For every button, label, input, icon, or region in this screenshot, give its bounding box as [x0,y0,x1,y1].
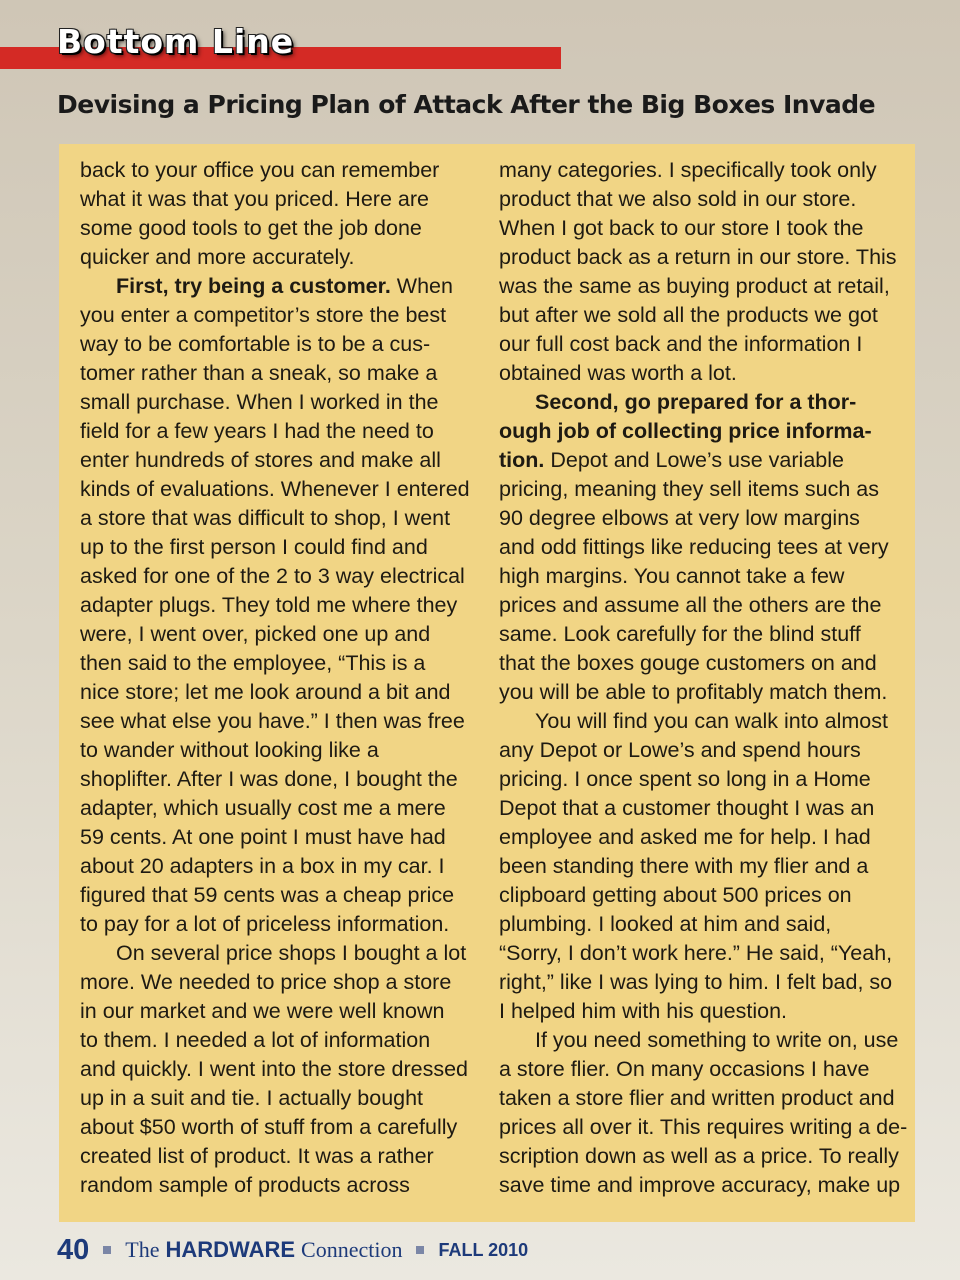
line-text: prices and assume all the others are the [499,593,882,617]
line-text: what it was that you priced. Here are [80,187,429,211]
text-line [80,533,480,562]
text-line [499,707,899,736]
text-line [80,997,480,1026]
text-line [80,678,480,707]
line-text: random sample of products across [80,1173,410,1197]
text-line [499,359,899,388]
line-text: obtained was worth a lot. [499,361,737,385]
line-text: and quickly. I went into the store dressed [80,1057,469,1081]
text-line [499,1171,899,1200]
bold-lead-in: Second, go prepared for a thor- [535,390,857,414]
line-text: scription down as well as a price. To really [499,1144,899,1168]
magazine-name-connection: Connection [301,1237,403,1262]
text-line [80,1026,480,1055]
line-text: figured that 59 cents was a cheap price [80,883,455,907]
magazine-name-hardware: HARDWARE [165,1237,296,1262]
text-line [499,533,899,562]
text-line [80,1055,480,1084]
text-line [499,446,899,475]
line-text: 59 cents. At one point I must have had [80,825,446,849]
section-title: Bottom Line [57,22,295,61]
line-text: clipboard getting about 500 prices on [499,883,852,907]
line-text: in our market and we were well known [80,999,445,1023]
bold-lead-in: First, try being a customer. [116,274,391,298]
line-text: to them. I needed a lot of information [80,1028,431,1052]
text-line [80,243,480,272]
line-text: about 20 adapters in a box in my car. I [80,854,445,878]
line-text: 90 degree elbows at very low margins [499,506,860,530]
line-text: then said to the employee, “This is a [80,651,426,675]
text-line [80,910,480,939]
line-text: enter hundreds of stores and make all [80,448,441,472]
text-line [80,417,480,446]
line-text: our full cost back and the information I [499,332,863,356]
text-line [80,272,480,301]
line-text: was the same as buying product at retail, [499,274,890,298]
text-line [80,649,480,678]
line-text: more. We needed to price shop a store [80,970,452,994]
text-line [499,1026,899,1055]
text-line [499,301,899,330]
article-column-right [499,156,908,1200]
line-text: shoplifter. After I was done, I bought the [80,767,458,791]
bold-lead-in: ough job of collecting price informa- [499,419,872,443]
line-text: many categories. I specifically took only [499,158,877,182]
line-text: Depot that a customer thought I was an [499,796,875,820]
text-line [80,504,480,533]
bold-lead-in: tion. [499,448,545,472]
line-text: kinds of evaluations. Whenever I entered [80,477,470,501]
line-text: way to be comfortable is to be a cus- [80,332,431,356]
text-line [80,1084,480,1113]
text-line [499,620,899,649]
line-text: plumbing. I looked at him and said, [499,912,832,936]
line-text: to wander without looking like a [80,738,379,762]
line-text: product back as a return in our store. This [499,245,897,269]
line-text: to pay for a lot of priceless information. [80,912,450,936]
text-line [499,736,899,765]
line-text: pricing, meaning they sell items such as [499,477,880,501]
text-line [499,649,899,678]
article-headline: Devising a Pricing Plan of Attack After the Big Boxes Invade [57,90,876,119]
line-text: asked for one of the 2 to 3 way electrical [80,564,465,588]
line-text: that the boxes gouge customers on and [499,651,877,675]
line-text: but after we sold all the products we got [499,303,878,327]
page-number: 40 [57,1233,90,1266]
text-line [499,794,899,823]
text-line [80,475,480,504]
line-text: When I got back to our store I took the [499,216,864,240]
line-text: any Depot or Lowe’s and spend hours [499,738,861,762]
footer-separator [103,1246,111,1254]
text-line [80,736,480,765]
text-line [499,852,899,881]
issue-date: FALL 2010 [438,1239,529,1260]
text-line [80,591,480,620]
line-text: about $50 worth of stuff from a carefully [80,1115,458,1139]
line-text: back to your office you can remember [80,158,440,182]
text-line [499,272,899,301]
text-line [80,794,480,823]
line-text: adapter plugs. They told me where they [80,593,458,617]
text-line [80,388,480,417]
text-line [499,156,899,185]
text-line [499,1142,899,1171]
line-text: small purchase. When I worked in the [80,390,439,414]
text-line [499,504,899,533]
text-line [80,823,480,852]
line-text: up in a suit and tie. I actually bought [80,1086,424,1110]
line-text: been standing there with my flier and a [499,854,869,878]
text-line [80,359,480,388]
text-line [80,707,480,736]
line-text: save time and improve accuracy, make up [499,1173,901,1197]
page-footer [57,1232,528,1268]
text-line [80,765,480,794]
text-line [80,156,480,185]
line-text: “Sorry, I don’t work here.” He said, “Yeah, [499,941,893,965]
magazine-name-the: The [125,1237,160,1262]
text-line [80,330,480,359]
text-line [499,968,899,997]
line-text: you will be able to profitably match them. [499,680,888,704]
text-line [499,388,899,417]
line-text: quicker and more accurately. [80,245,355,269]
text-line [80,939,480,968]
text-line [80,881,480,910]
text-line [499,1055,899,1084]
text-line [80,968,480,997]
text-line [80,301,480,330]
line-text: On several price shops I bought a lot [116,941,467,965]
text-line [80,1171,480,1200]
text-line [499,417,899,446]
text-line [80,446,480,475]
text-line [80,852,480,881]
line-text: field for a few years I had the need to [80,419,434,443]
text-line [499,1084,899,1113]
article-column-left [80,156,480,1200]
text-line [80,1142,480,1171]
line-text: were, I went over, picked one up and [80,622,431,646]
line-text: a store flier. On many occasions I have [499,1057,870,1081]
line-text: same. Look carefully for the blind stuff [499,622,861,646]
line-text: You will find you can walk into almost [535,709,888,733]
text-line [499,678,899,707]
line-text: product that we also sold in our store. [499,187,857,211]
line-text: you enter a competitor’s store the best [80,303,447,327]
line-text: and odd fittings like reducing tees at very [499,535,889,559]
text-line [499,765,899,794]
text-line [499,823,899,852]
line-text: nice store; let me look around a bit and [80,680,451,704]
text-line [499,475,899,504]
text-line [499,939,899,968]
text-line [499,185,899,214]
text-line [80,1113,480,1142]
line-text: prices all over it. This requires writing a de- [499,1115,908,1139]
line-text: Depot and Lowe’s use variable [544,448,844,472]
line-text: right,” like I was lying to him. I felt bad, so [499,970,893,994]
text-line [80,620,480,649]
line-text: When [390,274,453,298]
text-line [499,1113,908,1142]
footer-separator [416,1246,424,1254]
text-line [499,910,899,939]
line-text: see what else you have.” I then was free [80,709,465,733]
line-text: some good tools to get the job done [80,216,422,240]
text-line [499,243,899,272]
text-line [499,997,899,1026]
line-text: If you need something to write on, use [535,1028,899,1052]
text-line [499,330,899,359]
line-text: I helped him with his question. [499,999,788,1023]
line-text: created list of product. It was a rather [80,1144,434,1168]
text-line [499,591,899,620]
line-text: pricing. I once spent so long in a Home [499,767,871,791]
text-line [499,881,899,910]
line-text: high margins. You cannot take a few [499,564,845,588]
line-text: adapter, which usually cost me a mere [80,796,446,820]
line-text: taken a store flier and written product and [499,1086,895,1110]
line-text: up to the first person I could find and [80,535,428,559]
text-line [499,214,899,243]
line-text: tomer rather than a sneak, so make a [80,361,438,385]
line-text: employee and asked me for help. I had [499,825,871,849]
text-line [80,214,480,243]
text-line [80,185,480,214]
line-text: a store that was difficult to shop, I went [80,506,451,530]
text-line [80,562,480,591]
text-line [499,562,899,591]
